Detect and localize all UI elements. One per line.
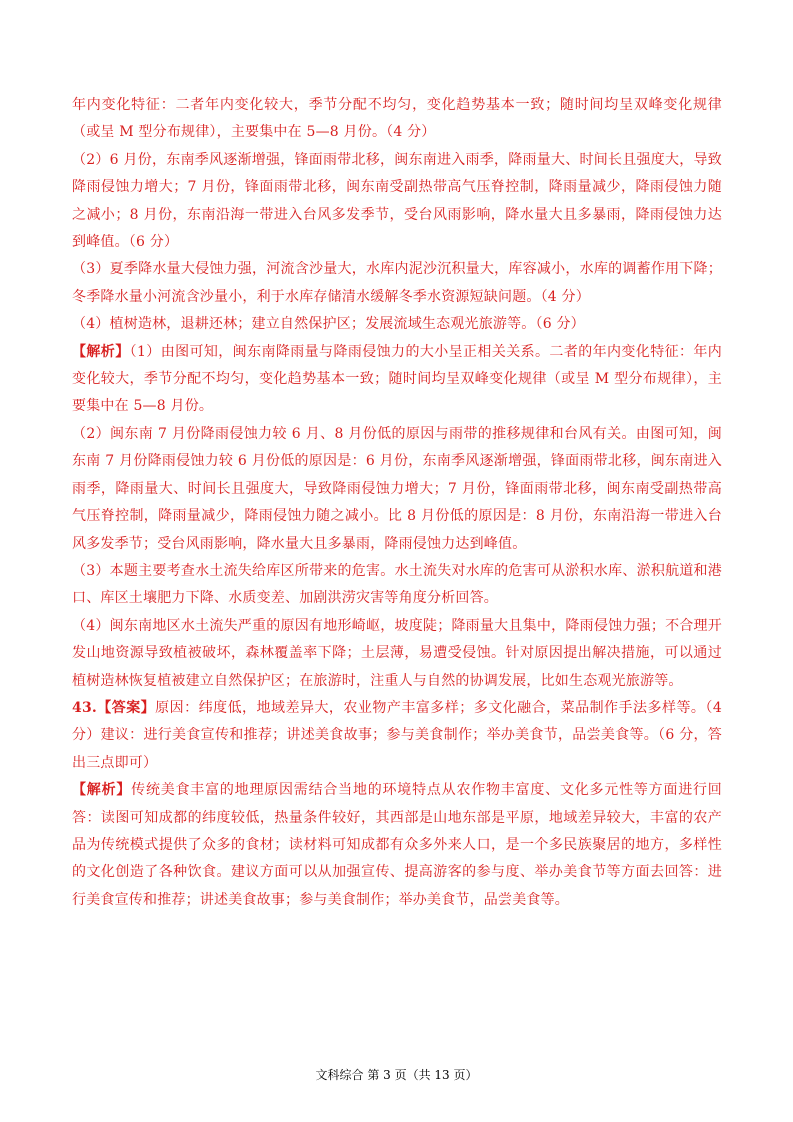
answer-content: [72, 92, 722, 914]
analysis-q42-1: 【解析】（1）由图可知，闽东南降雨量与降雨侵蚀力的大小呈正相关关系。二者的年内变化特征：年内变化较大，季节分配不均匀，变化趋势基本一致；随时间均呈双峰变化规律（或呈 M 型分布规律），主要集中在 5—8 月份。: [72, 343, 722, 415]
answer-q42-4: （4）植树造林，退耕还林；建立自然保护区；发展流域生态观光旅游等。（6 分）: [72, 316, 585, 333]
answer-q43: 43.【答案】原因：纬度低，地域差异大，农业物产丰富多样；多文化融合，菜品制作手法多样等。（4 分）建议：进行美食宣传和推荐；讲述美食故事；参与美食制作；举办美食节，品尝美食等。（6 分，答出三点即可）: [72, 699, 723, 771]
analysis-q42-3: （3）本题主要考查水土流失给库区所带来的危害。水土流失对水库的危害可从淤积水库、淤积航道和港口、库区土壤肥力下降、水质变差、加剧洪涝灾害等角度分析回答。: [72, 562, 722, 607]
analysis-q43: 【解析】传统美食丰富的地理原因需结合当地的环境特点从农作物丰富度、文化多元性等方面进行回答：读图可知成都的纬度较低，热量条件较好，其西部是山地东部是平原，地域差异较大，丰富的农产品为传统模式提供了众多的食材；读材料可知成都有众多外来人口，是一个多民族聚居的地方，多样性的文化创造了各种饮食。建议方面可以从加强宣传、提高游客的参与度、举办美食节等方面去回答：进行美食宣传和推荐；讲述美食故事；参与美食制作；举办美食节，品尝美食等。: [72, 782, 722, 908]
analysis-tag: 【解析】: [72, 343, 130, 360]
answer-q42-2: （2）6 月份，东南季风逐渐增强，锋面雨带北移，闽东南进入雨季，降雨量大、时间长且强度大，导致降雨侵蚀力增大；7 月份，锋面雨带北移，闽东南受副热带高气压脊控制，降雨量减少，降雨侵蚀力随之减小；8 月份，东南沿海一带进入台风多发季节，受台风雨影响，降水量大且多暴雨，降雨侵蚀力达到峰值。（6 分）: [72, 151, 722, 251]
answer-line-q42-1: 年内变化特征：二者年内变化较大，季节分配不均匀，变化趋势基本一致；随时间均呈双峰变化规律（或呈 M 型分布规律），主要集中在 5—8 月份。（4 分）: [72, 97, 722, 141]
answer-tag: 43.【答案】: [72, 699, 156, 716]
analysis-q42-2: （2）闽东南 7 月份降雨侵蚀力较 6 月、8 月份低的原因与雨带的推移规律和台风有关。由图可知，闽东南 7 月份降雨侵蚀力较 6 月份低的原因是：6 月份，东南季风逐渐增强，锋面雨带北移，闽东南进入雨季，降雨量大、时间长且强度大，导致降雨侵蚀力增大；7 月份，锋面雨带北移，闽东南受副热带高气压脊控制，降雨量减少，降雨侵蚀力随之减小。比 8 月份低的原因是：8 月份，东南沿海一带进入台风多发季节；受台风雨影响，降水量大且多暴雨，降雨侵蚀力达到峰值。: [72, 425, 722, 552]
page-footer: 文科综合 第 3 页（共 13 页）: [315, 1068, 478, 1082]
analysis-tag: 【解析】: [72, 782, 132, 799]
analysis-q42-4: （4）闽东南地区水土流失严重的原因有地形崎岖，坡度陡；降雨量大且集中，降雨侵蚀力强；不合理开发山地资源导致植被破坏，森林覆盖率下降；土层薄，易遭受侵蚀。针对原因提出解决措施，可以通过植树造林恢复植被建立自然保护区；在旅游时，注重人与自然的协调发展，比如生态观光旅游等。: [72, 617, 722, 689]
answer-q42-3: （3）夏季降水量大侵蚀力强，河流含沙量大，水库内泥沙沉积量大，库容减小，水库的调蓄作用下降；冬季降水量小河流含沙量小，利于水库存储清水缓解冬季水资源短缺问题。（4 分）: [72, 261, 722, 305]
